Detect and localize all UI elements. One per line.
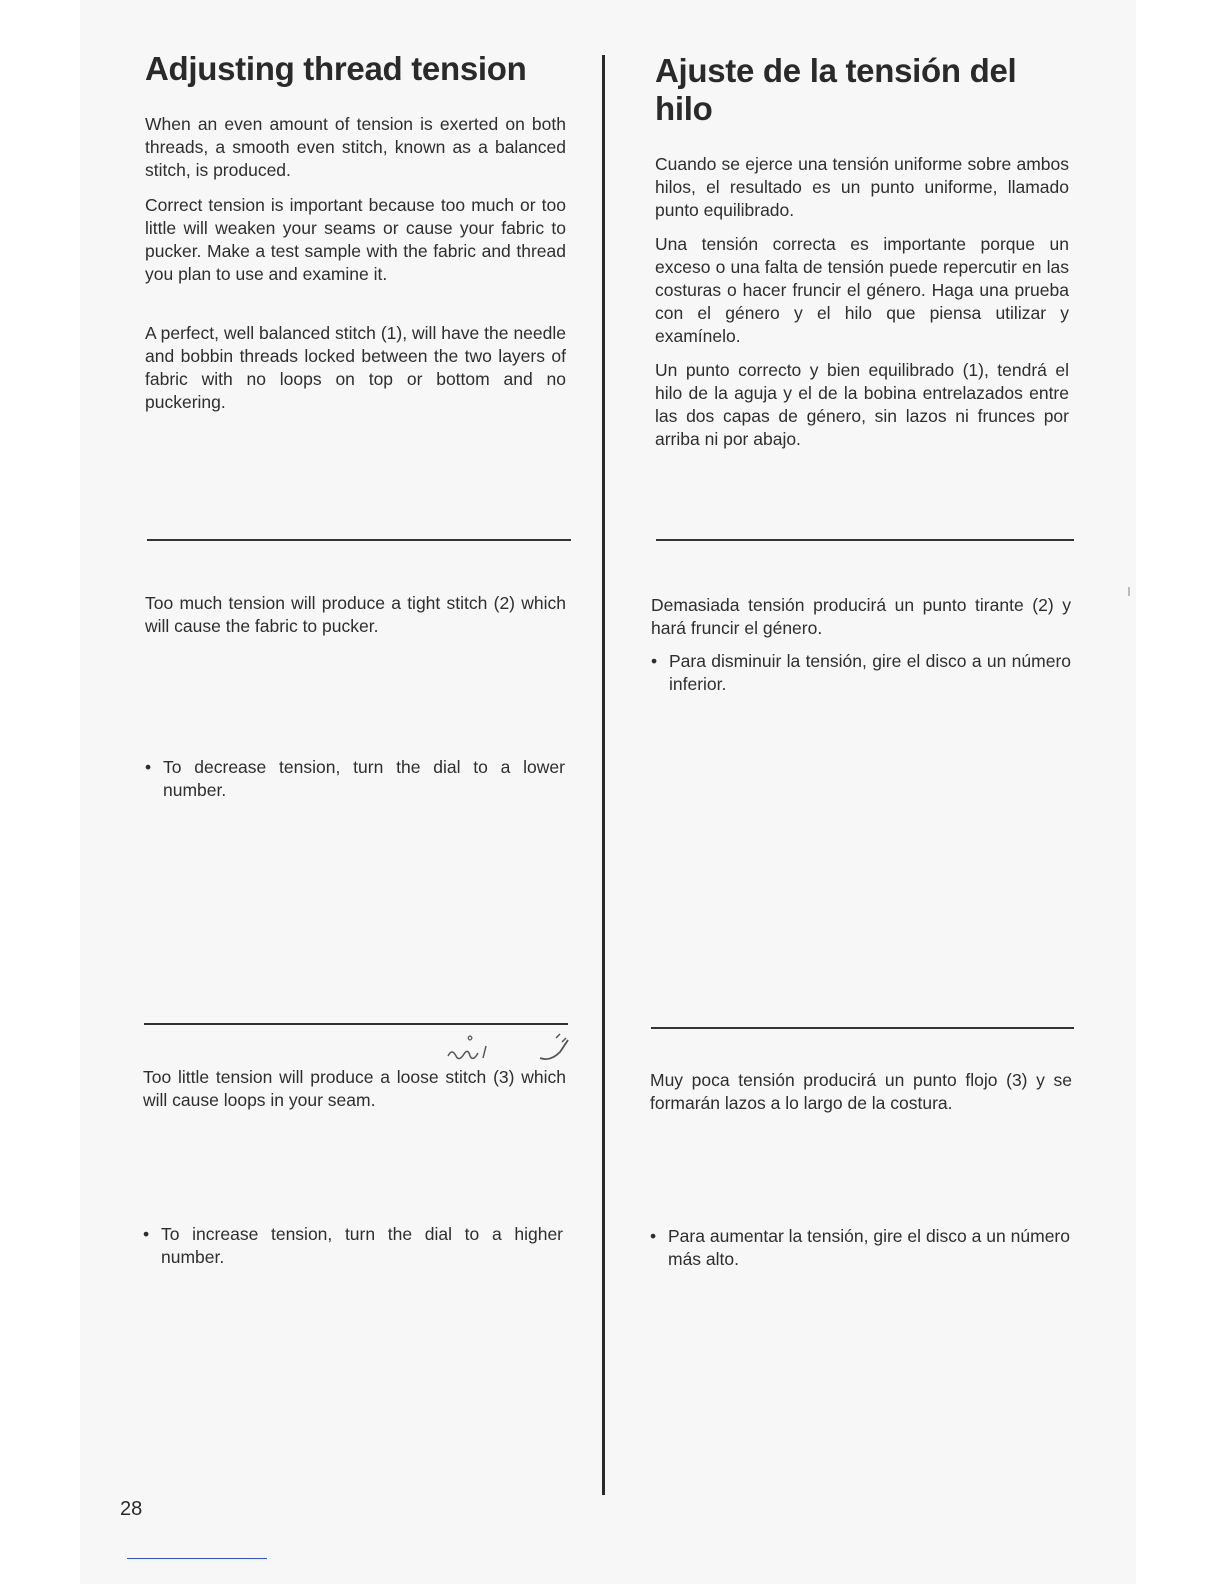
english-decrease-bullet: [145, 756, 565, 802]
spanish-intro-2: Una tensión correcta es importante porque un exceso o una falta de tensión puede repercutir en las costuras o hacer fruncir el género. Haga una prueba con el género y el hilo que piensa utilizar y examínelo.: [655, 234, 1069, 346]
handwritten-annotation: [438, 1028, 588, 1068]
spanish-intro-3: Un punto correcto y bien equilibrado (1), tendrá el hilo de la aguja y el de la bobina entrelazados entre las dos capas de género, sin lazos ni frunces por arriba ni por abajo.: [655, 360, 1069, 449]
spanish-too-much: Demasiada tensión producirá un punto tirante (2) y hará fruncir el género.: [651, 595, 1071, 638]
spanish-rule-1: [656, 539, 1074, 541]
english-intro-2: Correct tension is important because too much or too little will weaken your seams or cause your fabric to pucker. Make a test sample with the fabric and thread you plan to use and examine it.: [145, 195, 566, 284]
spanish-increase-bullet: [650, 1225, 1070, 1271]
spanish-rule-2: [651, 1027, 1074, 1029]
english-too-much: Too much tension will produce a tight stitch (2) which will cause the fabric to pucker.: [145, 593, 566, 636]
spanish-decrease-bullet: [651, 650, 1071, 696]
english-intro-3: A perfect, well balanced stitch (1), will have the needle and bobbin threads locked between the two layers of fabric with no loops on top or bottom and no puckering.: [145, 323, 566, 412]
bullet-icon: •: [651, 651, 658, 671]
spanish-title: Ajuste de la tensión del hilo: [655, 52, 1017, 127]
english-decrease-text: To decrease tension, turn the dial to a lower number.: [163, 757, 565, 800]
spanish-increase-text: Para aumentar la tensión, gire el disco a un número más alto.: [668, 1226, 1070, 1269]
scan-speck: [1128, 587, 1130, 596]
page-number: 28: [120, 1498, 143, 1520]
bullet-icon: •: [143, 1224, 150, 1244]
english-rule-1: [147, 539, 571, 541]
english-too-little: Too little tension will produce a loose stitch (3) which will cause loops in your seam.: [143, 1067, 566, 1110]
english-increase-bullet: [143, 1223, 563, 1269]
english-rule-2: [144, 1023, 568, 1025]
bullet-icon: •: [650, 1226, 657, 1246]
spanish-too-little: Muy poca tensión producirá un punto flojo (3) y se formarán lazos a lo largo de la costura.: [650, 1070, 1072, 1113]
english-title: Adjusting thread tension: [145, 50, 527, 87]
english-intro-1: When an even amount of tension is exerted on both threads, a smooth even stitch, known as a balanced stitch, is produced.: [145, 114, 566, 180]
column-divider: [602, 55, 605, 1495]
spanish-intro-1: Cuando se ejerce una tensión uniforme sobre ambos hilos, el resultado es un punto uniforme, llamado punto equilibrado.: [655, 154, 1069, 220]
bullet-icon: •: [145, 757, 152, 777]
blue-underline: [127, 1558, 267, 1559]
spanish-decrease-text: Para disminuir la tensión, gire el disco a un número inferior.: [669, 651, 1071, 694]
english-increase-text: To increase tension, turn the dial to a higher number.: [161, 1224, 563, 1267]
